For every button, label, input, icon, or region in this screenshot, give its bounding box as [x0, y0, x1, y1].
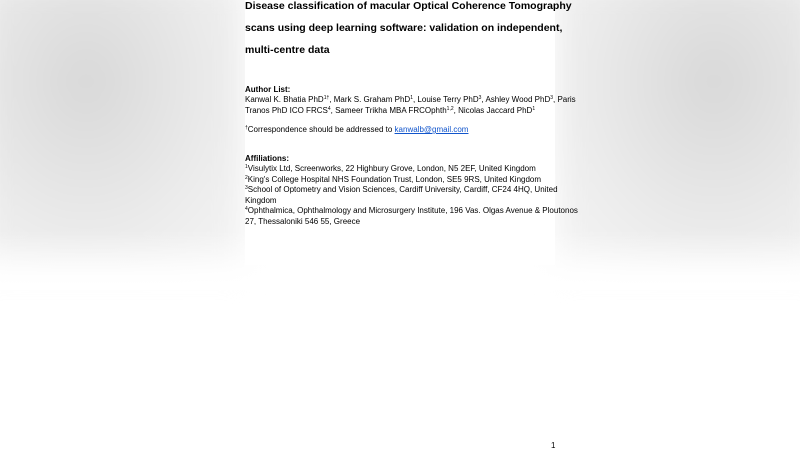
- affiliation-1: $^1$Visulytix Ltd, Screenworks, 22 Highbury Grove, London, N5 2EF, United Kingdom: [245, 164, 536, 173]
- author-line-2: Tranos PhD ICO FRCS$^4$, Sameer Trikha MBA FRCOphth$^{1,2}$, Nicolas Jaccard PhD$^1$: [245, 105, 536, 115]
- affiliation-2: $^2$King's College Hospital NHS Foundation Trust, London, SE5 9RS, United Kingdom: [245, 174, 542, 184]
- correspondence-note: †Correspondence should be addressed to kanwalb@gmail.com: [245, 125, 469, 134]
- email-link[interactable]: kanwalb@gmail.com: [394, 125, 469, 134]
- title-line-1: Disease classification of macular Optical Coherence Tomography: [245, 0, 572, 12]
- title-line-3: multi-centre data: [245, 44, 330, 56]
- affiliation-3: $^3$School of Optometry and Vision Sciences, Cardiff University, Cardiff, CF24 4HQ, United: [245, 185, 558, 194]
- affiliation-3-cont: Kingdom: [245, 195, 277, 205]
- affiliation-4: $^4$Ophthalmica, Ophthalmology and Microsurgery Institute, 196 Vas. Olgas Avenue & Ploutonos: [245, 206, 578, 215]
- title-line-2: scans using deep learning software: validation on independent,: [245, 22, 563, 34]
- affiliations-heading: Affiliations:: [245, 154, 289, 163]
- page-number: 1: [551, 441, 556, 450]
- affiliation-4-cont: 27, Thessaloniki 546 55, Greece: [245, 216, 361, 226]
- author-line-1: Kanwal K. Bhatia PhD$^{1\dagger}$, Mark S. Graham PhD$^1$, Louise Terry PhD$^3$, Ashley Wood PhD$^3$, Paris: [245, 95, 576, 104]
- author-list-heading: Author List:: [245, 85, 291, 94]
